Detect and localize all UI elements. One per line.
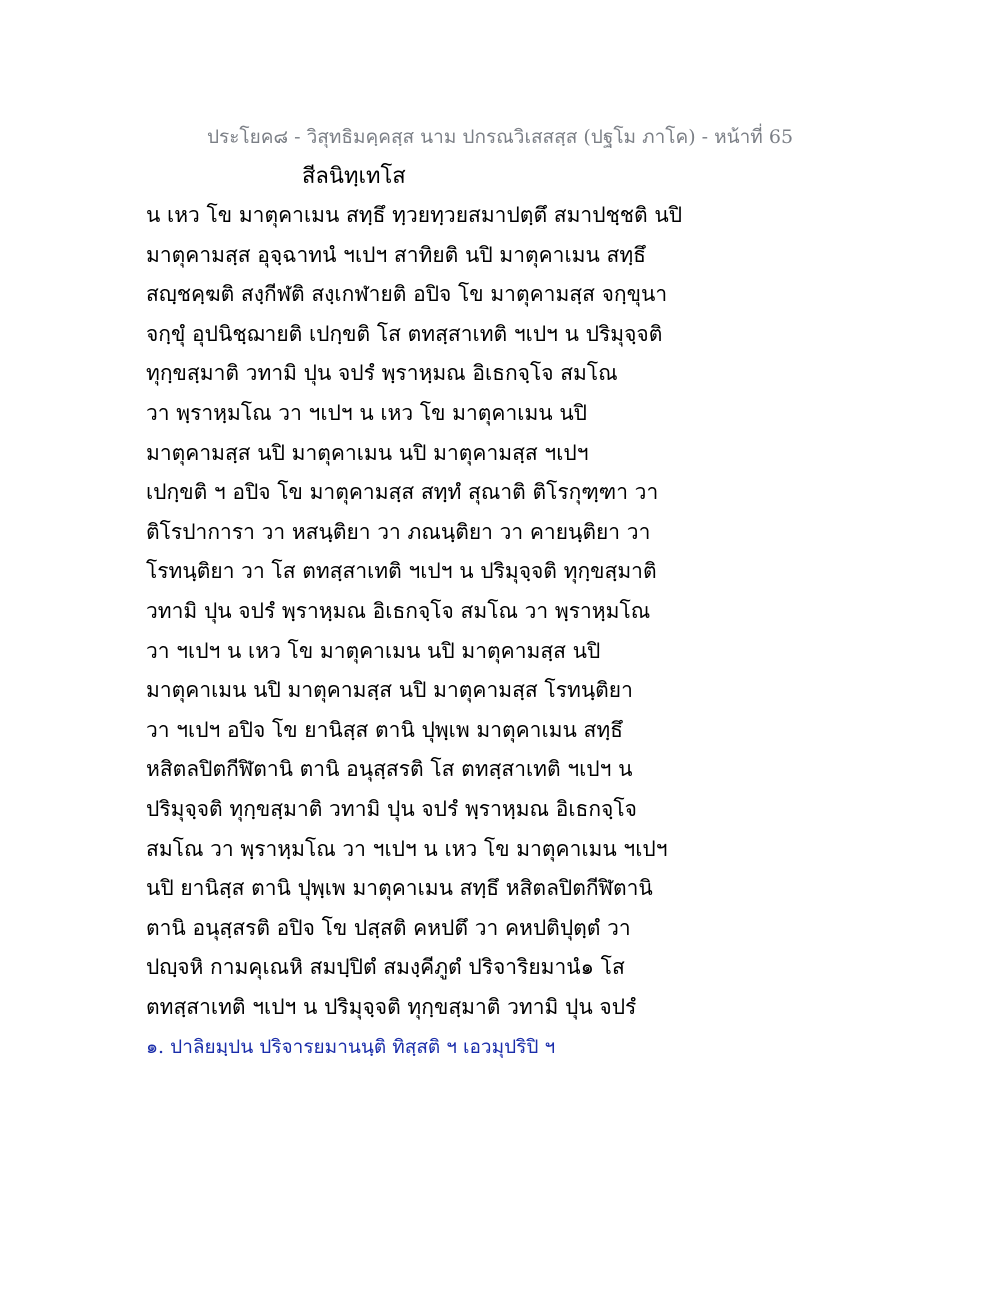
text-line: สมโณ วา พฺราหฺมโณ วา ฯเปฯ น เหว โข มาตุคาเมน ฯเปฯ (146, 836, 668, 861)
running-header (0, 122, 1000, 152)
text-line: วา ฯเปฯ อปิจ โข ยานิสฺส ตานิ ปุพฺเพ มาตุคาเมน สทฺธึ (146, 717, 623, 742)
text-line: วทามิ ปุน จปรํ พฺราหฺมณ อิเธกจฺโจ สมโณ วา พฺราหฺมโณ (146, 598, 651, 623)
text-line: วา พฺราหฺมโณ วา ฯเปฯ น เหว โข มาตุคาเมน นปิ (146, 400, 587, 425)
text-line: ติโรปาการา วา หสนฺติยา วา ภณนฺติยา วา คายนฺติยา วา (146, 519, 651, 544)
text-line: ปริมุจฺจติ ทุกฺขสฺมาติ วทามิ ปุน จปรํ พฺราหฺมณ อิเธกจฺโจ (146, 796, 637, 821)
text-line: ทุกฺขสฺมาติ วทามิ ปุน จปรํ พฺราหฺมณ อิเธกจฺโจ สมโณ (146, 361, 618, 386)
text-line: ตทสฺสาเทติ ฯเปฯ น ปริมุจฺจติ ทุกฺขสฺมาติ วทามิ ปุน จปรํ (146, 994, 637, 1019)
text-line: น เหว โข มาตุคาเมน สทฺธึ ทฺวยทฺวยสมาปตฺตึ สมาปชฺชติ นปิ (146, 203, 683, 227)
text-line: เปกฺขติ ฯ อปิจ โข มาตุคามสฺส สทฺทํ สุณาติ ติโรกุฑฺฑา วา (146, 480, 659, 505)
text-line: สญฺชคฺฆติ สงฺกีฬติ สงฺเกฬายติ อปิจ โข มาตุคามสฺส จกฺขุนา (146, 282, 668, 307)
footnote: ๑. ปาลิยมฺปน ปริจารยมานนฺติ ทิสฺสติ ฯ เอวมุปริปิ ฯ (146, 1036, 556, 1058)
text-line: นปิ ยานิสฺส ตานิ ปุพฺเพ มาตุคาเมน สทฺธึ หสิตลปิตกีฬิตานิ (146, 876, 653, 901)
text-line: ปญฺจหิ กามคุเณหิ สมปฺปิตํ สมงฺคีภูตํ ปริจาริยมานํ๑ โส (146, 955, 625, 980)
text-line: โรทนฺติยา วา โส ตทสฺสาเทติ ฯเปฯ น ปริมุจฺจติ ทุกฺขสฺมาติ (146, 559, 657, 584)
body-text (146, 196, 686, 1027)
text-line: จกฺขุํ อุปนิชฺฌายติ เปกฺขติ โส ตทสฺสาเทติ ฯเปฯ น ปริมุจฺจติ (146, 321, 663, 346)
text-line: มาตุคามสฺส อุจฺฉาทนํ ฯเปฯ สาทิยติ นปิ มาตุคาเมน สทฺธึ (146, 242, 646, 267)
text-line: วา ฯเปฯ น เหว โข มาตุคาเมน นปิ มาตุคามสฺส นปิ (146, 638, 601, 663)
text-line: ตานิ อนุสฺสรติ อปิจ โข ปสฺสติ คหปตึ วา คหปติปุตฺตํ วา (146, 915, 631, 940)
text-line: มาตุคาเมน นปิ มาตุคามสฺส นปิ มาตุคามสฺส โรทนฺติยา (146, 678, 633, 703)
text-line: มาตุคามสฺส นปิ มาตุคาเมน นปิ มาตุคามสฺส ฯเปฯ (146, 440, 589, 465)
running-header-text: ประโยค๘ - วิสุทธิมคฺคสฺส นาม ปกรณวิเสสสฺส (ปฐโม ภาโค) - หน้าที่ 65 (206, 126, 794, 148)
text-line: หสิตลปิตกีฬิตานิ ตานิ อนุสฺสรติ โส ตทสฺสาเทติ ฯเปฯ น (146, 757, 633, 782)
section-title: สีลนิทฺเทโส (302, 164, 406, 189)
